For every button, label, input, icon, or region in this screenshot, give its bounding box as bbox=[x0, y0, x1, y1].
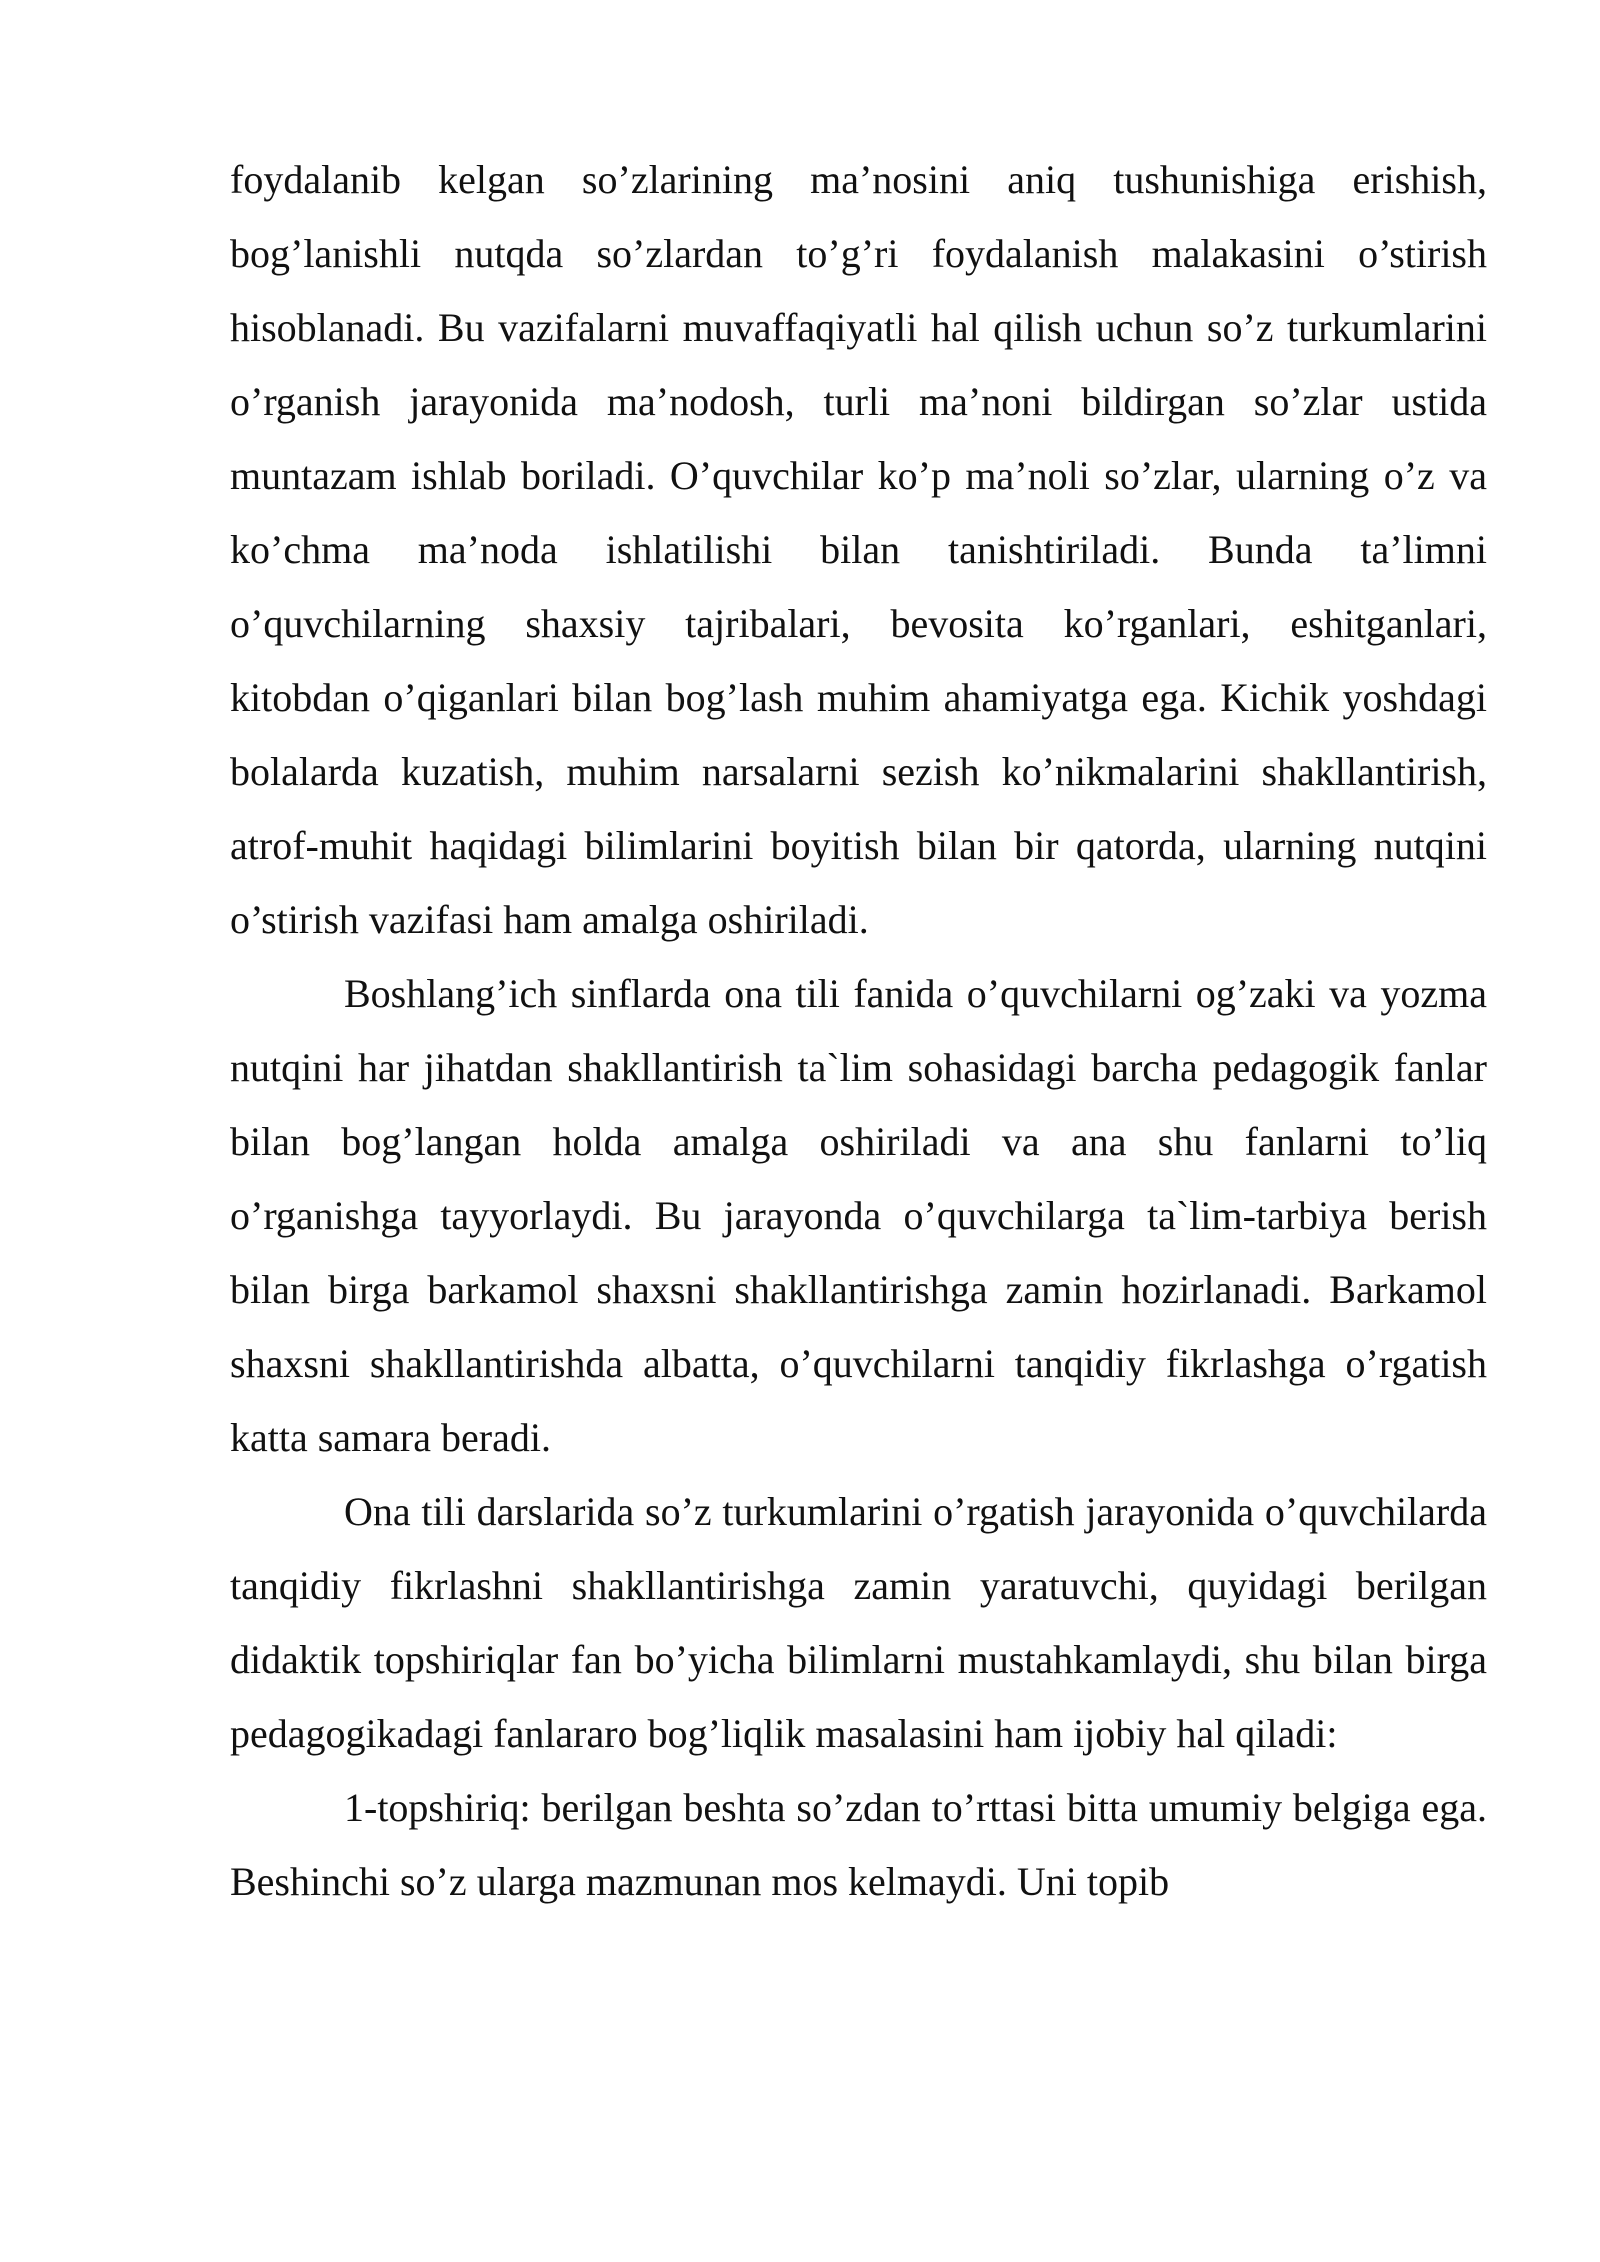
paragraph-4: 1-topshiriq: berilgan beshta so’zdan to’rttasi bitta umumiy belgiga ega. Beshinchi so’z ularga mazmunan mos kelmaydi. Uni topib bbox=[230, 1785, 1487, 1904]
paragraph-1: foydalanib kelgan so’zlarining ma’nosini aniq tushunishiga erishish, bog’lanishli nutqda so’zlardan to’g’ri foydalanish malakasini o’stirish hisoblanadi. Bu vazifalarni muvaffaqiyatli hal qilish uchun so’z turkumlarini o’rganish jarayonida ma’nodosh, turli ma’noni bildirgan so’zlar ustida muntazam ishlab boriladi. O’quvchilar ko’p ma’noli so’zlar, ularning o’z va ko’chma ma’noda ishlatilishi bilan tanishtiriladi. Bunda ta’limni o’quvchilarning shaxsiy tajribalari, bevosita ko’rganlari, eshitganlari, kitobdan o’qiganlari bilan bog’lash muhim ahamiyatga ega. Kichik yoshdagi bolalarda kuzatish, muhim narsalarni sezish ko’nikmalarini shakllantirish, atrof-muhit haqidagi bilimlarini boyitish bilan bir qatorda, ularning nutqini o’stirish vazifasi ham amalga oshiriladi. bbox=[230, 157, 1487, 942]
paragraph-2: Boshlang’ich sinflarda ona tili fanida o’quvchilarni og’zaki va yozma nutqini har jihatdan shakllantirish ta`lim sohasidagi barcha pedagogik fanlar bilan bog’langan holda amalga oshiriladi va ana shu fanlarni to’liq o’rganishga tayyorlaydi. Bu jarayonda o’quvchilarga ta`lim-tarbiya berish bilan birga barkamol shaxsni shakllantirishga zamin hozirlanadi. Barkamol shaxsni shakllantirishda albatta, o’quvchilarni tanqidiy fikrlashga o’rgatish katta samara beradi. bbox=[230, 971, 1487, 1460]
document-page bbox=[230, 143, 1487, 1919]
paragraph-3: Ona tili darslarida so’z turkumlarini o’rgatish jarayonida o’quvchilarda tanqidiy fikrlashni shakllantirishga zamin yaratuvchi, quyidagi berilgan didaktik topshiriqlar fan bo’yicha bilimlarni mustahkamlaydi, shu bilan birga pedagogikadagi fanlararo bog’liqlik masalasini ham ijobiy hal qiladi: bbox=[230, 1489, 1487, 1756]
